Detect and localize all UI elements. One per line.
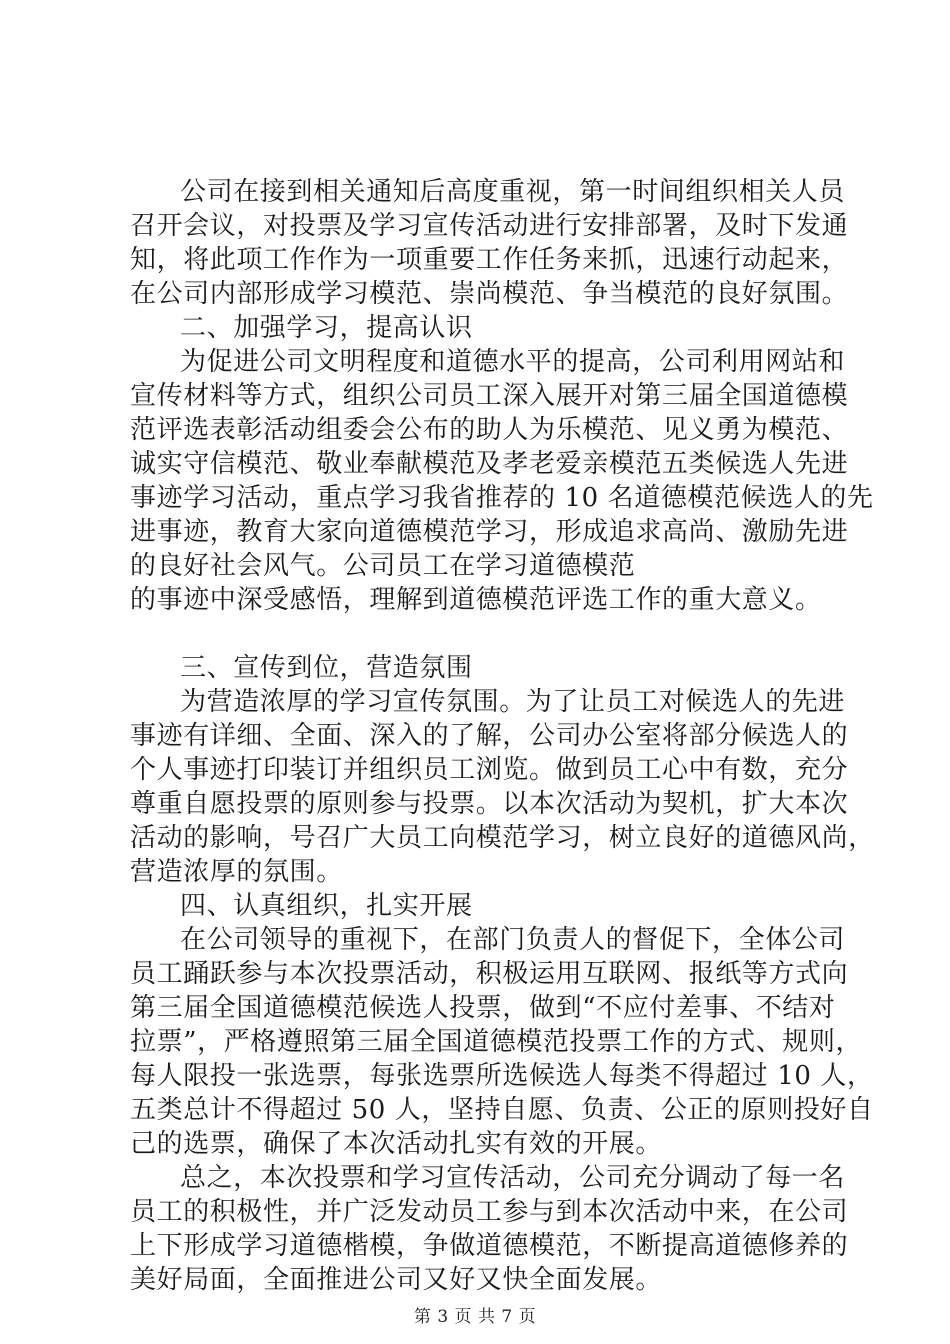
- paragraph-line: 为促进公司文明程度和道德水平的提高，公司利用网站和: [180, 347, 846, 377]
- paragraph-line: 知，将此项工作作为一项重要工作任务来抓，迅速行动起来，: [130, 245, 849, 275]
- paragraph-line: 个人事迹打印装订并组织员工浏览。做到员工心中有数，充分: [130, 755, 849, 785]
- paragraph-line: 公司在接到相关通知后高度重视，第一时间组织相关人员: [180, 177, 846, 207]
- section-heading: 三、宣传到位，营造氛围: [180, 653, 473, 683]
- paragraph-line: 员工踊跃参与本次投票活动，积极运用互联网、报纸等方式向: [130, 959, 849, 989]
- paragraph-line: 尊重自愿投票的原则参与投票。以本次活动为契机，扩大本次: [130, 789, 849, 819]
- paragraph-line: 活动的影响，号召广大员工向模范学习，树立良好的道德风尚，: [130, 823, 875, 853]
- paragraph-line: 总之，本次投票和学习宣传活动，公司充分调动了每一名: [180, 1163, 846, 1193]
- paragraph-line: 第三届全国道德模范候选人投票，做到“不应付差事、不结对: [130, 993, 836, 1023]
- paragraph-line: 己的选票，确保了本次活动扎实有效的开展。: [130, 1129, 663, 1159]
- paragraph-line: 五类总计不得超过 50 人，坚持自愿、负责、公正的原则投好自: [130, 1095, 874, 1125]
- paragraph-line: 拉票”，严格遵照第三届全国道德模范投票工作的方式、规则，: [130, 1027, 863, 1057]
- paragraph-line: 营造浓厚的氛围。: [130, 857, 343, 887]
- section-heading: 二、加强学习，提高认识: [180, 313, 473, 343]
- paragraph-line: 范评选表彰活动组委会公布的助人为乐模范、见义勇为模范、: [130, 415, 849, 445]
- paragraph-line: 召开会议，对投票及学习宣传活动进行安排部署，及时下发通: [130, 211, 849, 241]
- paragraph-line: 的事迹中深受感悟，理解到道德模范评选工作的重大意义。: [130, 585, 822, 615]
- paragraph-line: 在公司领导的重视下，在部门负责人的督促下，全体公司: [180, 925, 846, 955]
- paragraph-line: 事迹有详细、全面、深入的了解，公司办公室将部分候选人的: [130, 721, 849, 751]
- page-footer: 第 3 页 共 7 页: [413, 1307, 537, 1327]
- paragraph-line: 事迹学习活动，重点学习我省推荐的 10 名道德模范候选人的先: [130, 483, 874, 513]
- paragraph-line: 员工的积极性，并广泛发动员工参与到本次活动中来，在公司: [130, 1197, 849, 1227]
- paragraph-line: 诚实守信模范、敬业奉献模范及孝老爱亲模范五类候选人先进: [130, 449, 849, 479]
- paragraph-line: 的良好社会风气。公司员工在学习道德模范: [130, 551, 636, 581]
- paragraph-line: 宣传材料等方式，组织公司员工深入展开对第三届全国道德模: [130, 381, 849, 411]
- paragraph-line: 美好局面，全面推进公司又好又快全面发展。: [130, 1265, 663, 1295]
- paragraph-line: 每人限投一张选票，每张选票所选候选人每类不得超过 10 人，: [130, 1061, 874, 1091]
- paragraph-line: 在公司内部形成学习模范、崇尚模范、争当模范的良好氛围。: [130, 279, 849, 309]
- paragraph-line: 为营造浓厚的学习宣传氛围。为了让员工对候选人的先进: [180, 687, 846, 717]
- paragraph-line: 进事迹，教育大家向道德模范学习，形成追求高尚、激励先进: [130, 517, 849, 547]
- paragraph-line: 上下形成学习道德楷模，争做道德模范，不断提高道德修养的: [130, 1231, 849, 1261]
- section-heading: 四、认真组织，扎实开展: [180, 891, 473, 921]
